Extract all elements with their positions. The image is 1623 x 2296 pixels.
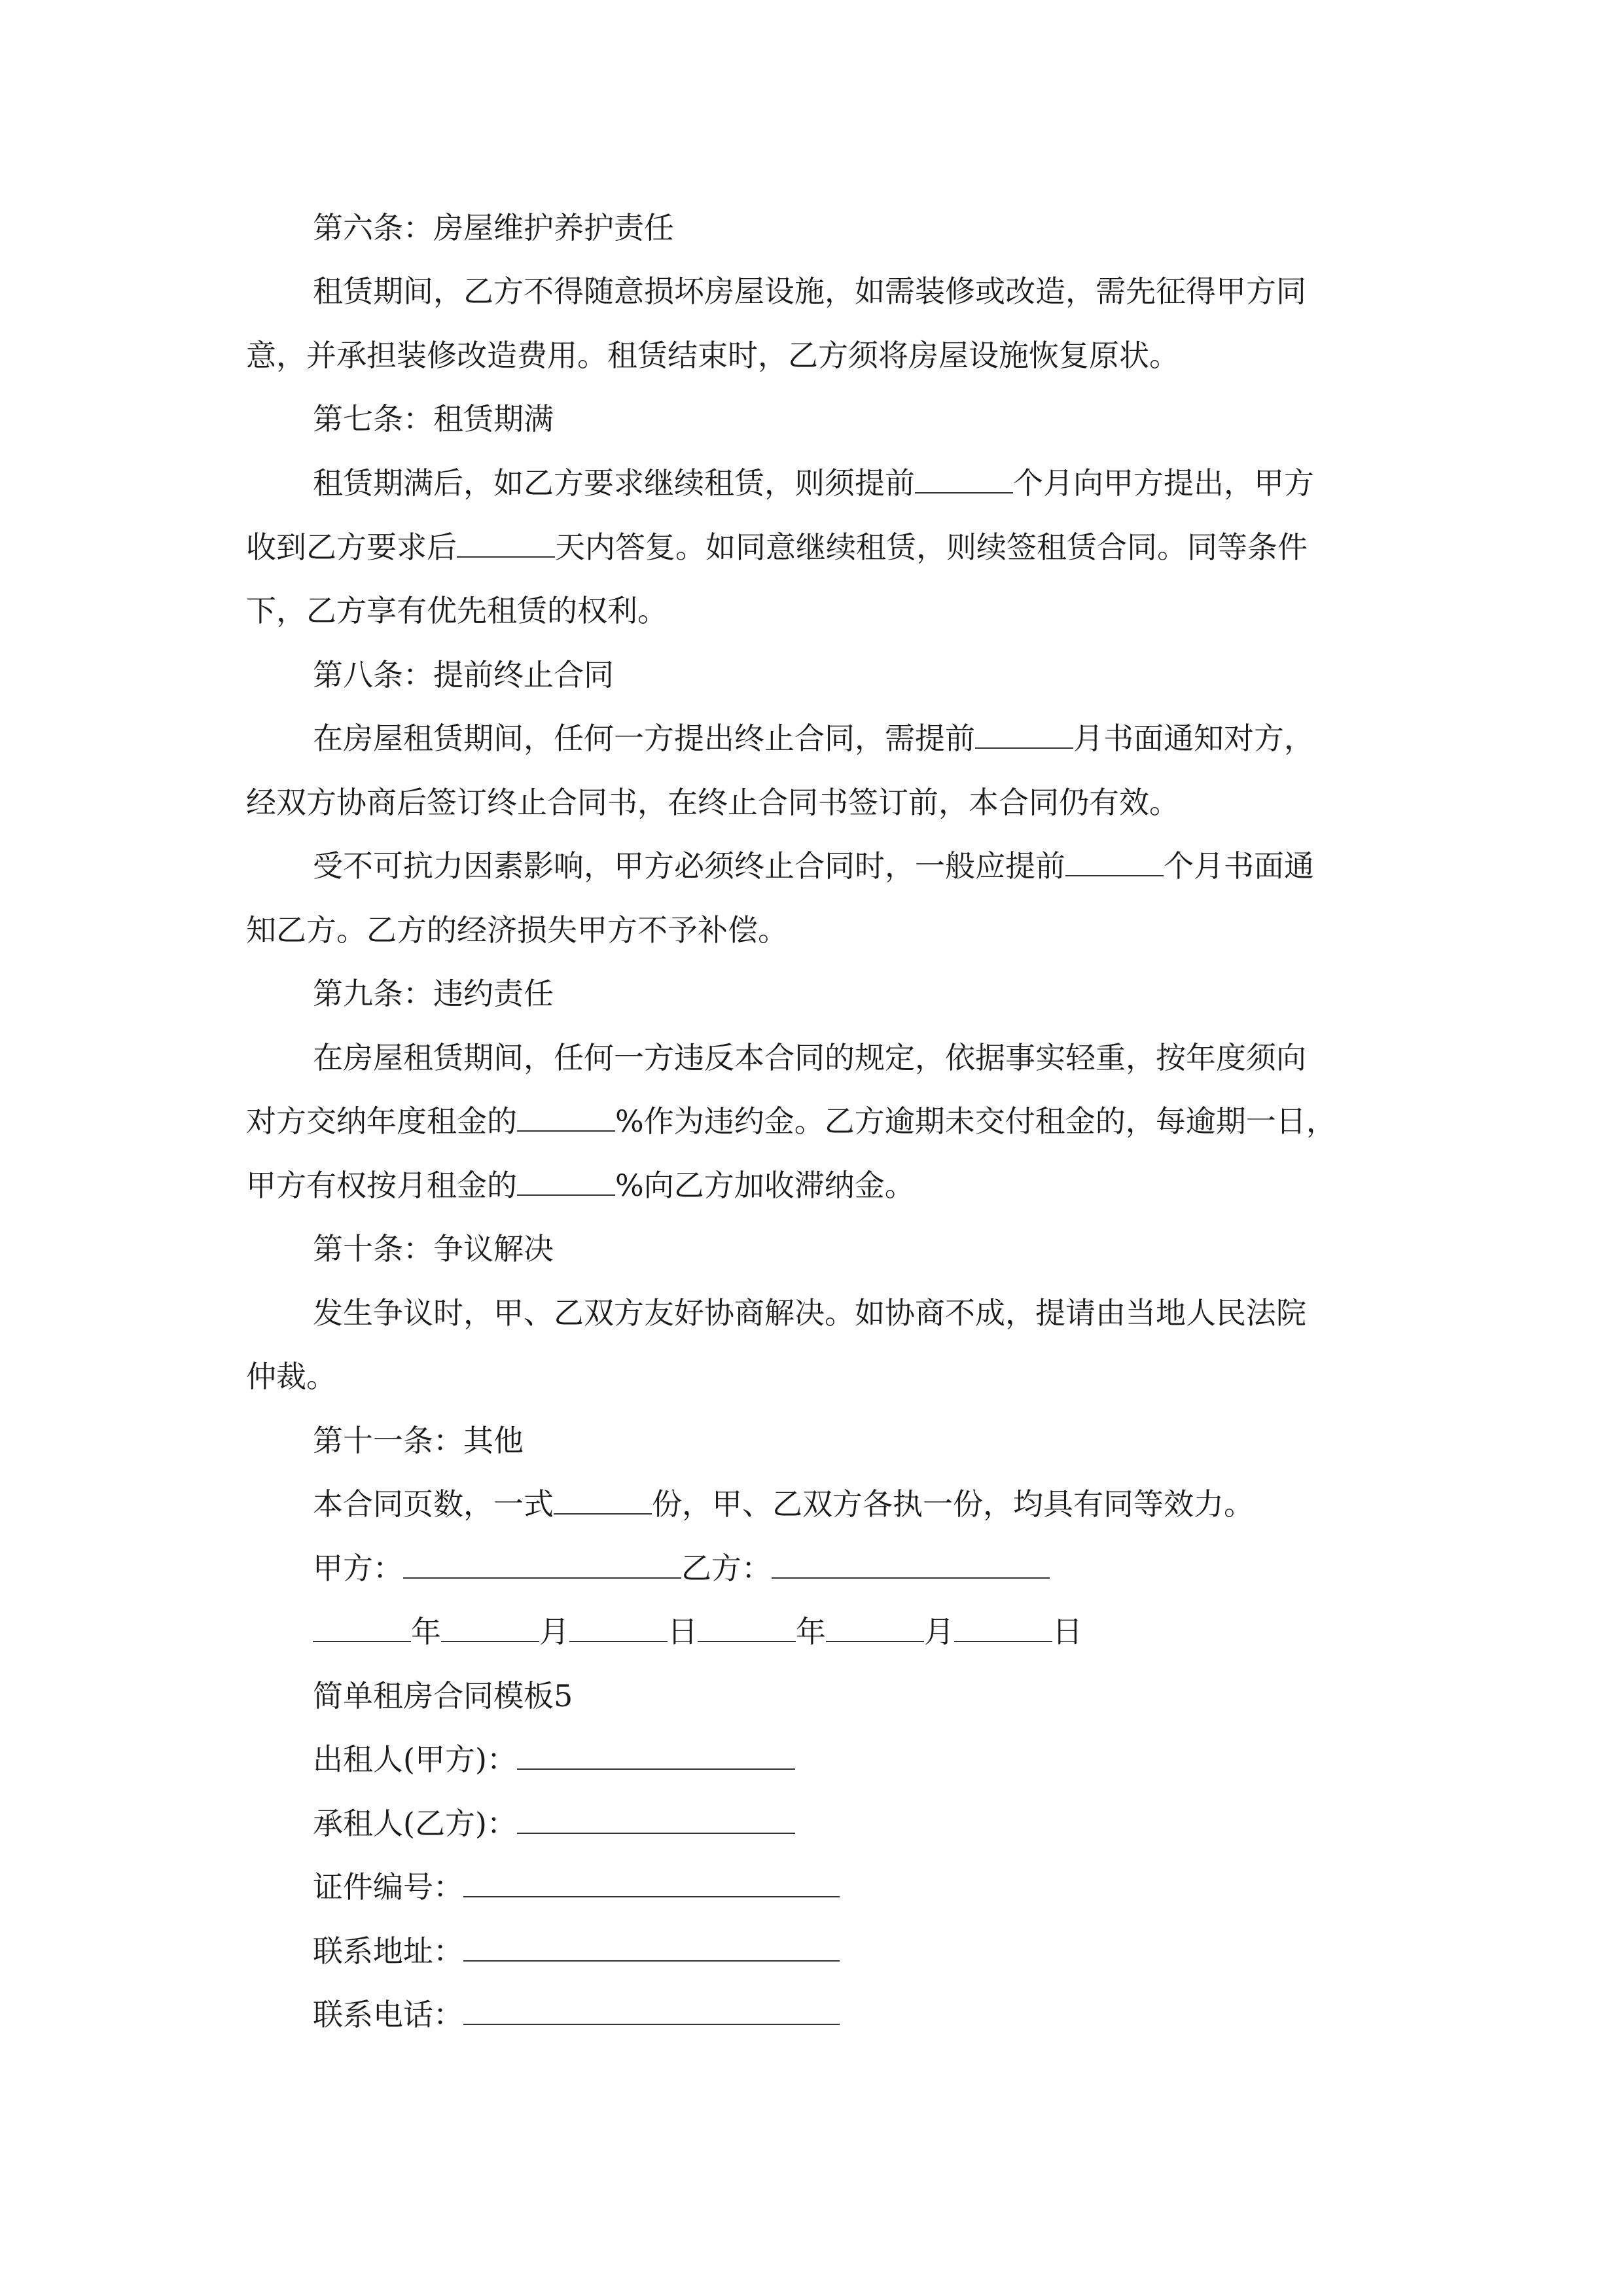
lessee-blank (517, 1804, 795, 1834)
article-7-text-line-2: 收到乙方要求后 天内答复。如同意继续租赁，则续签租赁合同。同等条件 (246, 528, 1308, 567)
article-8-text-line-4: 知乙方。乙方的经济损失甲方不予补偿。 (246, 912, 788, 948)
id-number-blank (463, 1867, 840, 1897)
article-11-text-line-1: 本合同页数，一式 份，甲、乙双方各执一份，均具有同等效力。 (313, 1484, 1254, 1524)
blank-penalty-percent (517, 1102, 615, 1132)
article-9-heading: 第九条：违约责任 (313, 976, 554, 1011)
lessee-line: 承租人(乙方)： (313, 1804, 795, 1843)
party-b-signature-blank (772, 1549, 1050, 1579)
blank-late-fee-percent (517, 1166, 615, 1196)
day-blank-a (569, 1612, 668, 1642)
article-8-text-line-2: 经双方协商后签订终止合同书，在终止合同书签订前，本合同仍有效。 (246, 785, 1179, 820)
article-9-text-line-2: 对方交纳年度租金的 %作为违约金。乙方逾期未交付租金的，每逾期一日， (246, 1102, 1336, 1141)
article-6-text-line-1: 租赁期间，乙方不得随意损坏房屋设施，如需装修或改造，需先征得甲方同 (313, 274, 1306, 309)
day-blank-b (954, 1612, 1052, 1642)
article-8-text-line-3: 受不可抗力因素影响，甲方必须终止合同时，一般应提前 个月书面通 (313, 846, 1314, 886)
article-10-heading: 第十条：争议解决 (313, 1231, 554, 1266)
month-blank-a (441, 1612, 539, 1642)
article-7-text-line-3: 下，乙方享有优先租赁的权利。 (246, 593, 668, 628)
template-5-title: 简单租房合同模板5 (313, 1678, 573, 1713)
signature-line (313, 1549, 1050, 1588)
article-10-text-line-2: 仲裁。 (246, 1359, 336, 1394)
article-9-text-line-1: 在房屋租赁期间，任何一方违反本合同的规定，依据事实轻重，按年度须向 (313, 1040, 1306, 1075)
blank-days-reply (457, 528, 555, 558)
phone-blank (463, 1995, 840, 2025)
party-b-label: 乙方： (681, 1551, 772, 1586)
address-blank (463, 1931, 840, 1962)
phone-line: 联系电话： (313, 1995, 840, 2034)
article-9-text-line-3: 甲方有权按月租金的 %向乙方加收滞纳金。 (246, 1166, 915, 1205)
blank-copies (554, 1484, 652, 1515)
article-6-text-line-2: 意，并承担装修改造费用。租赁结束时，乙方须将房屋设施恢复原状。 (246, 338, 1179, 373)
article-7-text-line-1: 租赁期满后，如乙方要求继续租赁，则须提前 个月向甲方提出，甲方 (313, 463, 1314, 503)
blank-termination-notice (975, 719, 1073, 749)
party-a-label: 甲方： (313, 1551, 403, 1586)
year-blank-b (698, 1612, 796, 1642)
year-blank-a (313, 1612, 411, 1642)
article-7-heading: 第七条：租赁期满 (313, 401, 554, 437)
blank-force-majeure-notice (1065, 846, 1164, 876)
date-line: 年 月 日 年 月 日 (313, 1612, 1082, 1651)
month-blank-b (826, 1612, 924, 1642)
article-6-heading: 第六条：房屋维护养护责任 (313, 210, 674, 245)
article-10-text-line-1: 发生争议时，甲、乙双方友好协商解决。如协商不成，提请由当地人民法院 (313, 1295, 1306, 1331)
lessor-blank (517, 1740, 795, 1770)
address-line: 联系地址： (313, 1931, 840, 1971)
article-11-heading: 第十一条：其他 (313, 1423, 524, 1458)
party-a-signature-blank (403, 1549, 681, 1579)
id-number-line: 证件编号： (313, 1867, 840, 1907)
article-8-text-line-1: 在房屋租赁期间，任何一方提出终止合同，需提前 月书面通知对方， (313, 719, 1314, 758)
blank-months-notice (915, 463, 1013, 493)
lessor-line: 出租人(甲方)： (313, 1740, 795, 1779)
article-8-heading: 第八条：提前终止合同 (313, 657, 614, 692)
